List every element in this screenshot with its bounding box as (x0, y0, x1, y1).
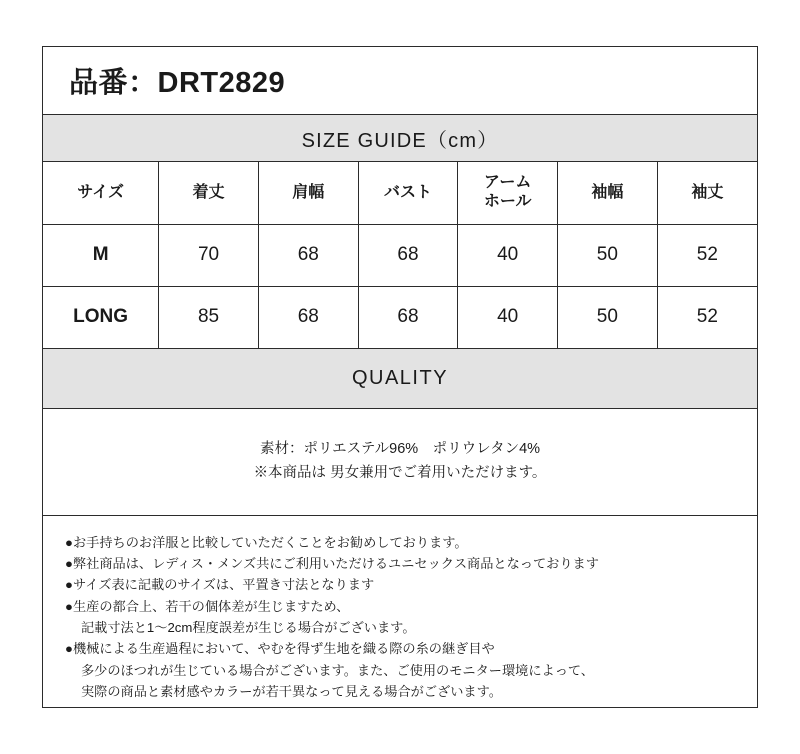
cell-long-length: 85 (159, 286, 259, 348)
row-label-m: M (43, 224, 159, 286)
row-label-long: LONG (43, 286, 159, 348)
column-header-armhole (458, 162, 558, 224)
quality-material: 素材：ポリエステル96% ポリウレタン4% (259, 441, 541, 458)
cell-long-armhole: 40 (458, 286, 558, 348)
cell-m-bust: 68 (358, 224, 458, 286)
column-header-armhole-line1: アーム (483, 174, 532, 192)
size-table-body (43, 224, 757, 348)
column-header-size: サイズ (43, 162, 159, 224)
column-header-sleeve-width: 袖幅 (558, 162, 658, 224)
quality-body (43, 409, 757, 516)
note-item: ●弊社商品は、レディス・メンズ共にご利用いただけるユニセックス商品となっております (65, 555, 599, 571)
note-item: ●サイズ表に記載のサイズは、平置き寸法となります (65, 577, 375, 593)
cell-m-sleeve-width: 50 (558, 224, 658, 286)
quality-unisex-note: ※本商品は 男女兼用でご着用いただけます。 (253, 464, 547, 481)
column-header-sleeve-length: 袖丈 (657, 162, 757, 224)
cell-m-length: 70 (159, 224, 259, 286)
notes-section (43, 516, 757, 708)
table-row (43, 286, 757, 348)
quality-title: QUALITY (43, 349, 757, 409)
note-item: ●お手持ちのお洋服と比較していただくことをお勧めしております。 (65, 534, 468, 550)
table-header-row (43, 162, 757, 224)
cell-long-shoulder: 68 (258, 286, 358, 348)
spec-sheet (42, 46, 758, 708)
cell-long-sleeve-width: 50 (558, 286, 658, 348)
size-table-header (43, 162, 757, 224)
size-guide-table (43, 162, 757, 349)
size-guide-title: SIZE GUIDE（cm） (43, 115, 757, 162)
cell-m-shoulder: 68 (258, 224, 358, 286)
note-item: ●機械による生産過程において、やむを得ず生地を織る際の糸の継ぎ目や (65, 641, 495, 657)
column-header-armhole-line2: ホール (483, 192, 532, 210)
note-item: 記載寸法と1～2cm程度誤差が生じる場合がございます。 (81, 620, 416, 635)
cell-long-bust: 68 (358, 286, 458, 348)
product-number: 品番：DRT2829 (69, 67, 286, 99)
column-header-shoulder: 肩幅 (258, 162, 358, 224)
column-header-bust: バスト (358, 162, 458, 224)
note-item: 多少のほつれが生じている場合がございます。また、ご使用のモニター環境によって、 (81, 662, 594, 678)
cell-long-sleeve-length: 52 (657, 286, 757, 348)
note-item: ●生産の都合上、若干の個体差が生じますため、 (65, 598, 350, 614)
cell-m-armhole: 40 (458, 224, 558, 286)
table-row (43, 224, 757, 286)
note-item: 実際の商品と素材感やカラーが若干異なって見える場合がございます。 (81, 684, 502, 700)
product-number-header (43, 47, 757, 115)
column-header-length: 着丈 (159, 162, 259, 224)
cell-m-sleeve-length: 52 (657, 224, 757, 286)
